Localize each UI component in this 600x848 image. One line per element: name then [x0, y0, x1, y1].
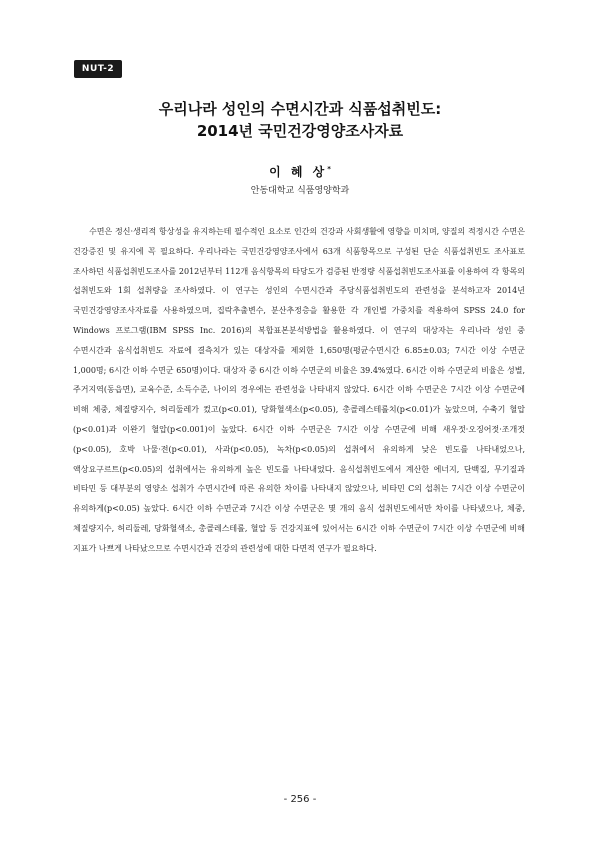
title-line-2: 2014년 국민건강영양조사자료	[196, 122, 404, 140]
affiliation: 안동대학교 식품영양학과	[250, 186, 350, 196]
author-name	[0, 163, 600, 180]
abstract-body	[73, 222, 525, 559]
session-badge: NUT-2	[74, 60, 122, 78]
author-name-text: 이 혜 상	[269, 165, 328, 179]
page-number: - 256 -	[283, 794, 317, 805]
abstract-paragraph: 수면은 정신·생리적 항상성을 유지하는데 필수적인 요소로 인간의 건강과 사회생활에 영향을 미치며, 양질의 적정시간 수면은 건강증진 및 유지에 꼭 필요하다. 우리나라는 국민건강영양조사에서 63개 식품항목으로 구성된 단순 식품섭취빈도 조사표로 조사하던 식품섭취빈도조사를 2012년부터 112개 음식항목의 타당도가 검증된 반정량 식품섭취빈도조사표를 이용하여 각 항목의 섭취빈도와 1회 섭취량을 조사하였다. 이 연구는 성인의 수면시간과 주당식품섭취빈도의 관련성을 분석하고자 2014년 국민건강영양조사자료를 사용하였으며, 집락추출변수, 분산추정층을 활용한 각 개인별 가중치를 적용하여 SPSS 24.0 for Windows 프로그램(IBM SPSS Inc. 2016)의 복합표본분석방법을 활용하였다. 이 연구의 대상자는 우리나라 성인 중 수면시간과 음식섭취빈도 자료에 결측치가 있는 대상자를 제외한 1,650명(평균수면시간 6.85±0.03; 7시간 이상 수면군 1,000명; 6시간 이하 수면군 650명)이다. 대상자 중 6시간 이하 수면군의 비율은 39.4%였다. 6시간 이하 수면군의 비율은 성별, 주거지역(동읍면), 교육수준, 소득수준, 나이의 경우에는 관련성을 나타내지 않았다. 6시간 이하 수면군은 7시간 이상 수면군에 비해 체중, 체질량지수, 허리둘레가 컸고(p<0.01), 당화혈색소(p<0.05), 총콜레스테롤치(p<0.01)가 높았으며, 수축기 혈압(p<0.01)과 이완기 혈압(p<0.001)이 높았다. 6시간 이하 수면군은 7시간 이상 수면군에 비해 새우젓·오징어젓·조개젓(p<0.05), 호박 나물·전(p<0.01), 사과(p<0.05), 녹차(p<0.05)의 섭취에서 유의하게 낮은 빈도를 나타내었으나, 액상요구르트(p<0.05)의 섭취에서는 유의하게 높은 빈도를 나타내었다. 음식섭취빈도에서 계산한 에너지, 단백질, 무기질과 비타민 등 대부분의 영양소 섭취가 수면시간에 따른 유의한 차이를 나타내지 않았으나, 비타민 C의 섭취는 7시간 이상 수면군이 유의하게(p<0.05) 높았다. 6시간 이하 수면군과 7시간 이상 수면군은 몇 개의 음식 섭취빈도에서만 차이를 나타냈으나, 체중, 체질량지수, 허리둘레, 당화혈색소, 총콜레스테롤, 혈압 등 건강지표에 있어서는 6시간 이하 수면군이 7시간 이상 수면군에 비해 지표가 나쁘게 나타났으므로 수면시간과 건강의 관련성에 대한 다면적 연구가 필요하다.	[73, 227, 525, 553]
title-line-1: 우리나라 성인의 수면시간과 식품섭취빈도:	[158, 100, 442, 118]
author-marker: *	[327, 165, 331, 173]
